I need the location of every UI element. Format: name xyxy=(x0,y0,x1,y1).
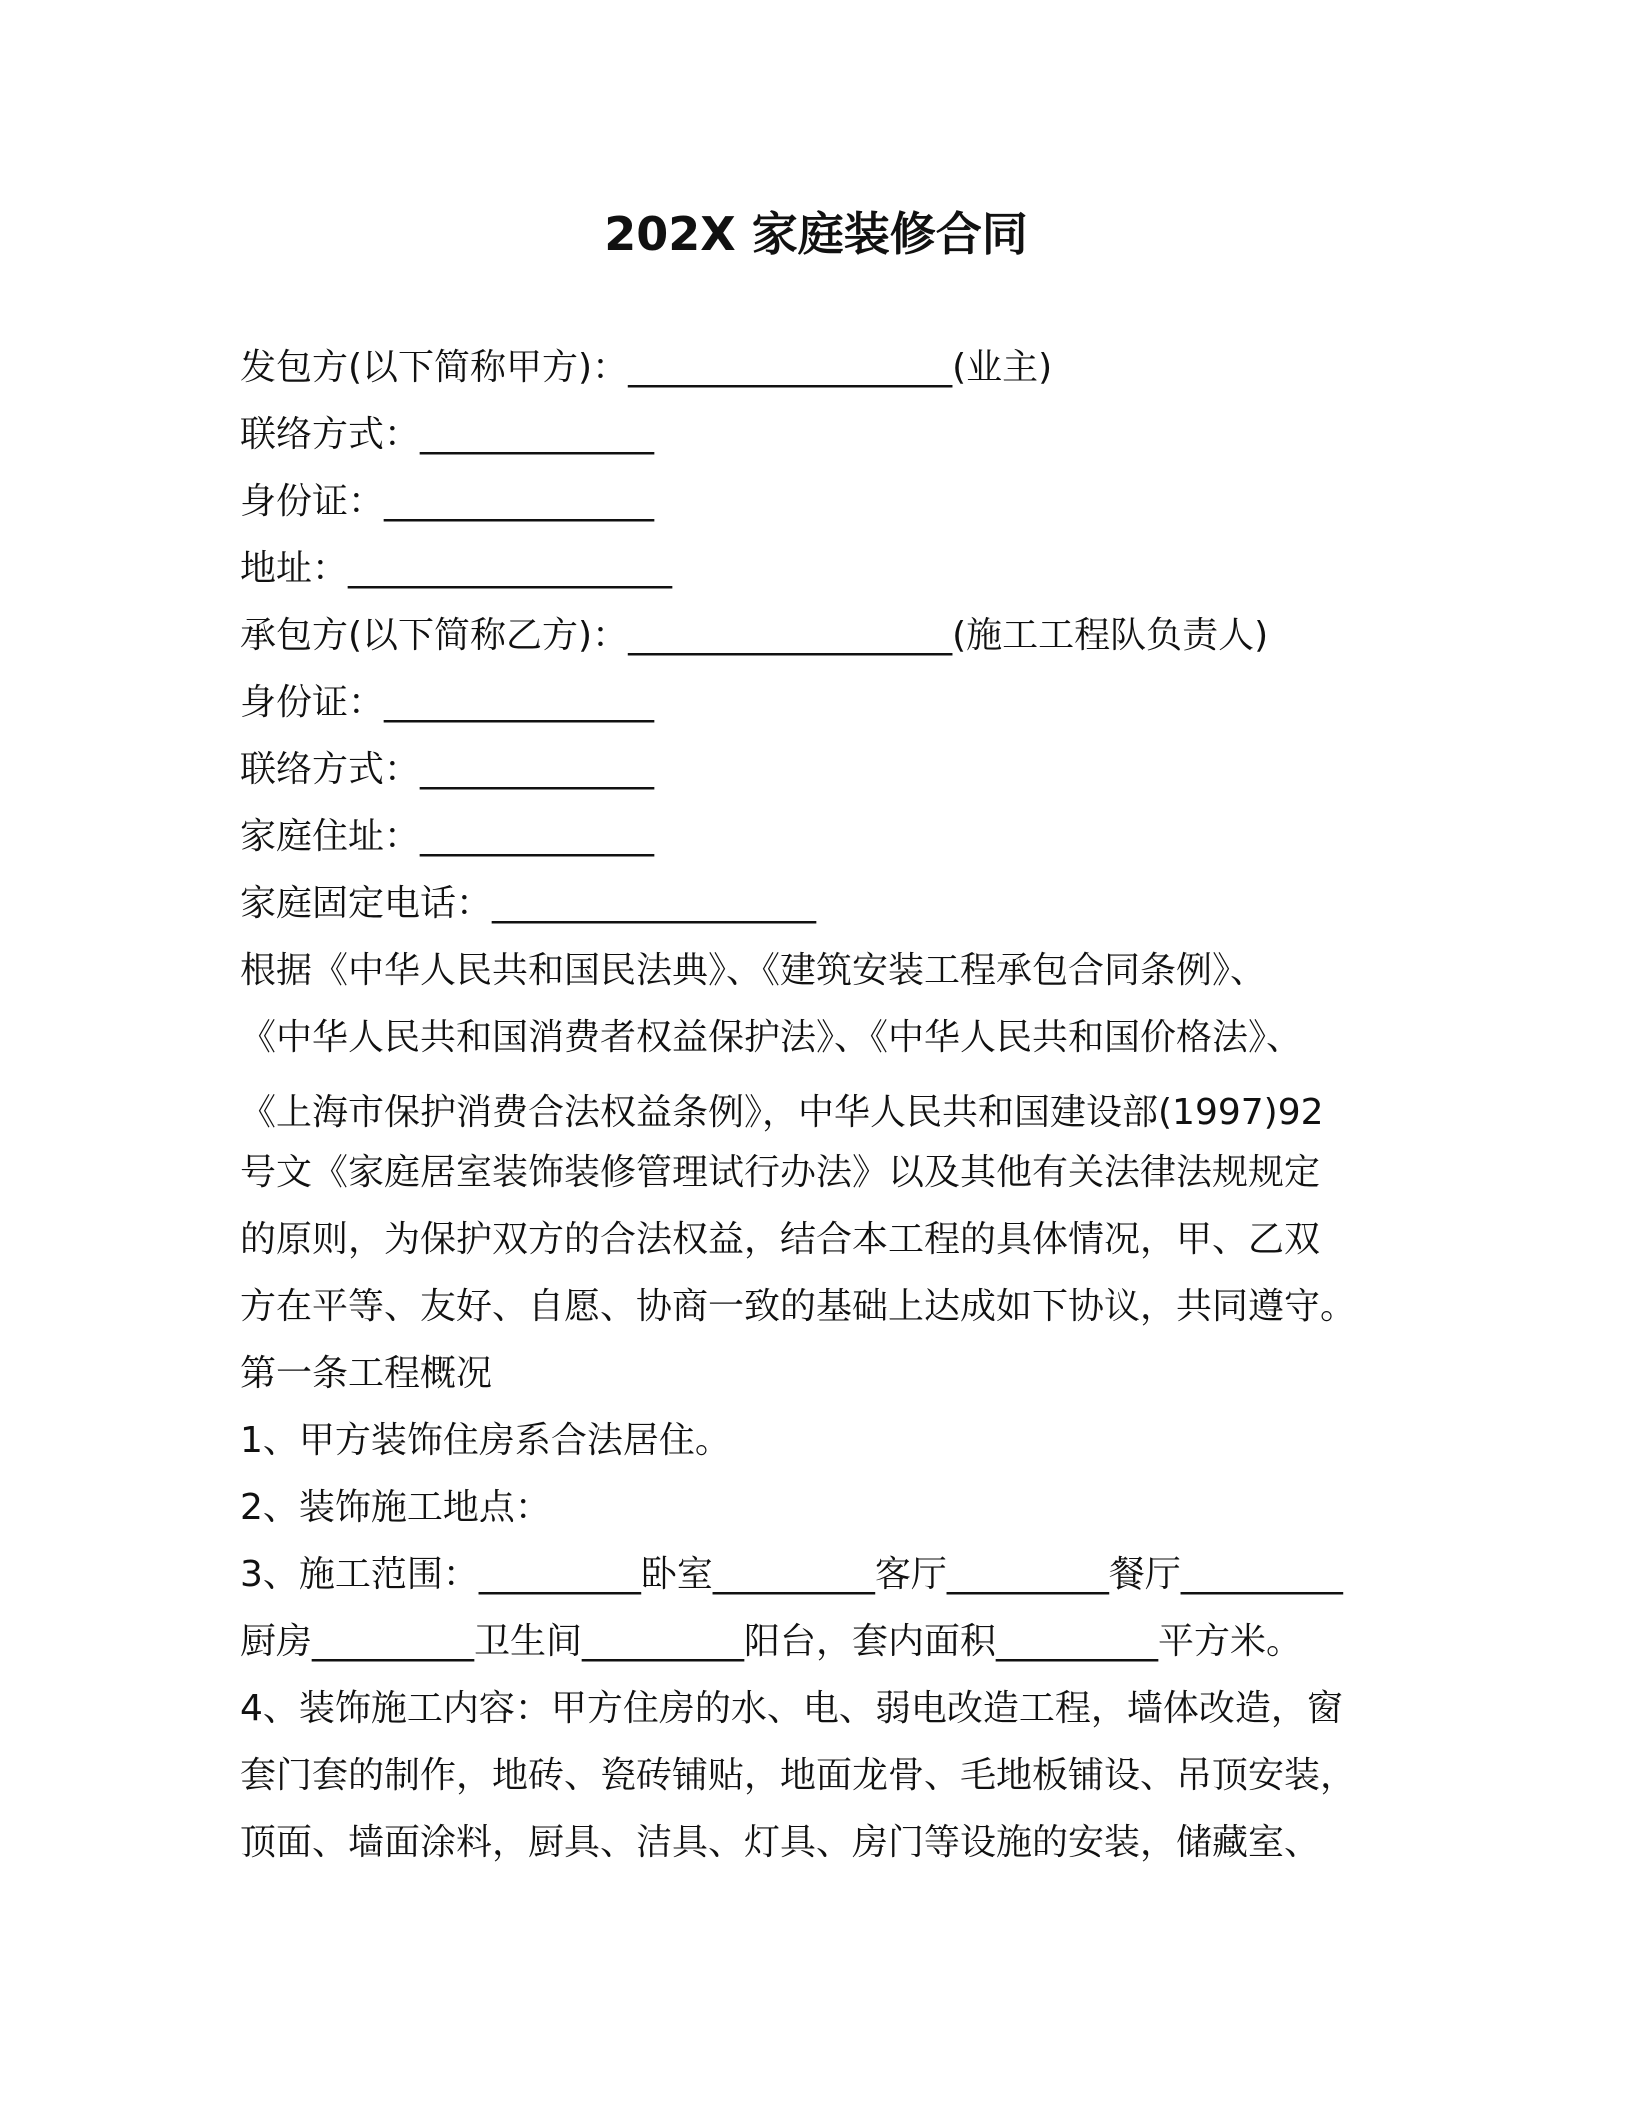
preamble-line-1: 根据《中华人民共和国民法典》、《建筑安装工程承包合同条例》、 xyxy=(240,950,1267,991)
clause-1-1: 1、甲方装饰住房系合法居住。 xyxy=(240,1420,731,1461)
party-b-address-line: 家庭住址：_____________ xyxy=(240,816,655,857)
document-title: 202X 家庭装修合同 xyxy=(604,207,1028,261)
clause-1-3: 3、施工范围：_________卧室_________客厅_________餐厅_________ xyxy=(240,1554,1343,1595)
preamble-line-4: 号文《家庭居室装饰装修管理试行办法》以及其他有关法律法规规定 xyxy=(240,1152,1321,1193)
party-b-contact-line: 联络方式：_____________ xyxy=(240,749,655,790)
clause-1-3-cont: 厨房_________卫生间_________阳台，套内面积_________平方米。 xyxy=(240,1621,1303,1662)
party-b-id-line: 身份证：_______________ xyxy=(240,682,655,723)
clause-1-2: 2、装饰施工地点： xyxy=(240,1487,551,1528)
clause-1-4: 4、装饰施工内容：甲方住房的水、电、弱电改造工程，墙体改造，窗 xyxy=(240,1688,1343,1729)
preamble-line-3: 《上海市保护消费合法权益条例》，中华人民共和国建设部(1997)92 xyxy=(240,1092,1324,1133)
section-heading-1: 第一条工程概况 xyxy=(240,1353,493,1394)
preamble-line-6: 方在平等、友好、自愿、协商一致的基础上达成如下协议，共同遵守。 xyxy=(240,1286,1357,1327)
party-b-line: 承包方(以下简称乙方)：__________________(施工工程队负责人) xyxy=(240,615,1269,656)
clause-1-4-cont-1: 套门套的制作，地砖、瓷砖铺贴，地面龙骨、毛地板铺设、吊顶安装， xyxy=(240,1755,1357,1796)
party-b-phone-line: 家庭固定电话：__________________ xyxy=(240,883,817,924)
party-a-line: 发包方(以下简称甲方)：__________________(业主) xyxy=(240,347,1053,388)
party-a-id-line: 身份证：_______________ xyxy=(240,481,655,522)
preamble-line-2: 《中华人民共和国消费者权益保护法》、《中华人民共和国价格法》、 xyxy=(240,1017,1303,1058)
party-a-contact-line: 联络方式：_____________ xyxy=(240,414,655,455)
party-a-address-line: 地址：__________________ xyxy=(240,548,673,589)
preamble-line-5: 的原则，为保护双方的合法权益，结合本工程的具体情况，甲、乙双 xyxy=(240,1219,1321,1260)
clause-1-4-cont-2: 顶面、墙面涂料，厨具、洁具、灯具、房门等设施的安装，储藏室、 xyxy=(240,1822,1321,1863)
